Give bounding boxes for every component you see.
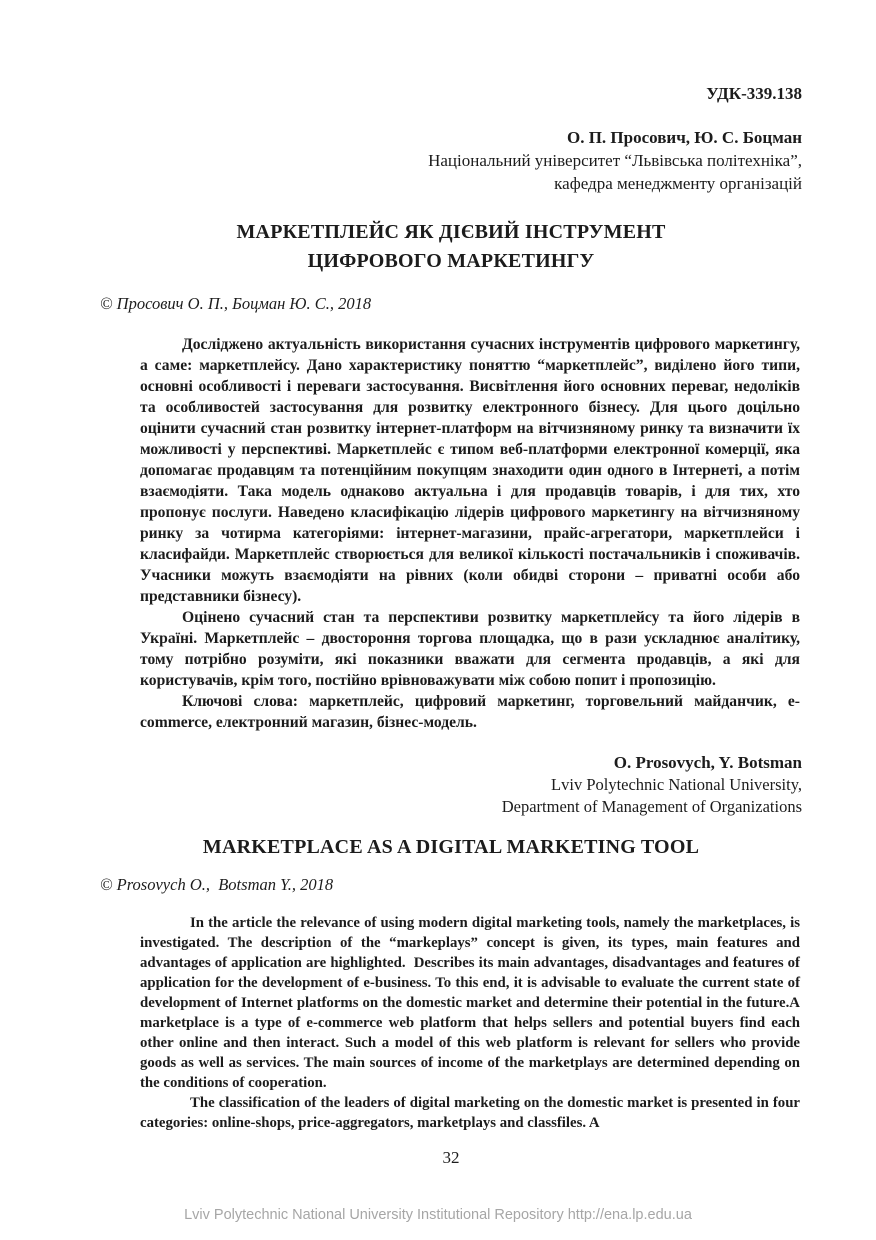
en-abstract-paragraph-2: The classification of the leaders of digital marketing on the domestic market is presented in four categories: online-shops, price-aggregators, marketplays and classfiles. A (140, 1095, 800, 1131)
ua-authors-block (100, 126, 802, 195)
udk-code: УДК-339.138 (706, 84, 802, 103)
ua-article-title-line2: ЦИФРОВОГО МАРКЕТИНГУ (307, 250, 595, 272)
en-authors: O. Prosovych, Y. Botsman (613, 753, 802, 772)
ua-copyright: © Просович О. П., Боцман Ю. С., 2018 (100, 294, 372, 313)
en-affiliation-line1: Lviv Polytechnic National University, (551, 775, 802, 794)
ua-article-title (100, 218, 802, 276)
en-copyright: © Prosovych O., Botsman Y., 2018 (100, 875, 334, 894)
ua-affiliation-line2: кафедра менеджменту організацій (554, 174, 802, 193)
page-number: 32 (442, 1148, 460, 1167)
ua-abstract (140, 334, 800, 736)
en-affiliation-line2: Department of Management of Organizations (501, 797, 802, 816)
ua-abstract-paragraph-2: Оцінено сучасний стан та перспективи розвитку маркетплейсу та його лідерів в Україні. Маркетплейс – двостороння торгова площадка, що в рази ускладнює аналітику, тому потрібно розуміти, які показники вважати для сегмента продавців, а які для користувачів, крім того, постійно врівноважувати між собою попит і пропозицію. (140, 609, 800, 689)
en-article-title: MARKETPLACE AS A DIGITAL MARKETING TOOL (202, 836, 700, 858)
en-authors-block (100, 752, 802, 818)
ua-affiliation-line1: Національний університет “Львівська політехніка”, (428, 151, 802, 170)
text-column (100, 0, 802, 1153)
repository-footer: Lviv Polytechnic National University Institutional Repository http://ena.lp.edu.ua (184, 1207, 692, 1223)
en-abstract-paragraph-1: In the article the relevance of using modern digital marketing tools, namely the marketplaces, is investigated. The description of the “markeplays” concept is given, its types, main features and advantages of application are highlighted. Describes its main advantages, disadvantages and features of application for the development of e-business. To this end, it is advisable to evaluate the current state of development of Internet platforms on the domestic market and determine their potential in the future.A marketplace is a type of e-commerce web platform that helps sellers and potential buyers find each other online and then interact. Such a model of this web platform is relevant for sellers who provide goods as well as services. The main sources of income of the marketplays are determined depending on the conditions of cooperation. (140, 915, 800, 1091)
ua-article-title-line1: МАРКЕТПЛЕЙС ЯК ДІЄВИЙ ІНСТРУМЕНТ (236, 221, 666, 243)
en-abstract (140, 913, 800, 1153)
ua-keywords: Ключові слова: маркетплейс, цифровий маркетинг, торговельний майданчик, e-commerce, електронний магазин, бізнес-модель. (140, 693, 800, 731)
ua-abstract-paragraph-1: Досліджено актуальність використання сучасних інструментів цифрового маркетингу, а саме: маркетплейсу. Дано характеристику поняттю “маркетплейс”, виділено його типи, основні особливості і переваги застосування. Висвітлення його основних переваг, недоліків та особливостей застосування для розвитку електронного бізнесу. Для цього доцільно оцінити сучасний стан розвитку інтернет-платформ на вітчизняному ринку та визначити їх можливості у перспективі. Маркетплейс є типом веб-платформи електронної комерції, яка допомагає продавцям та потенційним покупцям знаходити один одного в Інтернеті, а потім взаємодіяти. Така модель однаково актуальна і для продавців товарів, і для тих, хто пропонує послуги. Наведено класифікацію лідерів цифрового маркетингу на вітчизняному ринку за чотирма категоріями: інтернет-магазини, прайс-агрегатори, маркетплейси і класифайди. Маркетплейс створюється для великої кількості постачальників і споживачів. Учасники можуть взаємодіяти на рівних (коли обидві сторони – приватні особи або представники бізнесу). (140, 336, 800, 605)
ua-authors: О. П. Просович, Ю. С. Боцман (566, 128, 802, 147)
